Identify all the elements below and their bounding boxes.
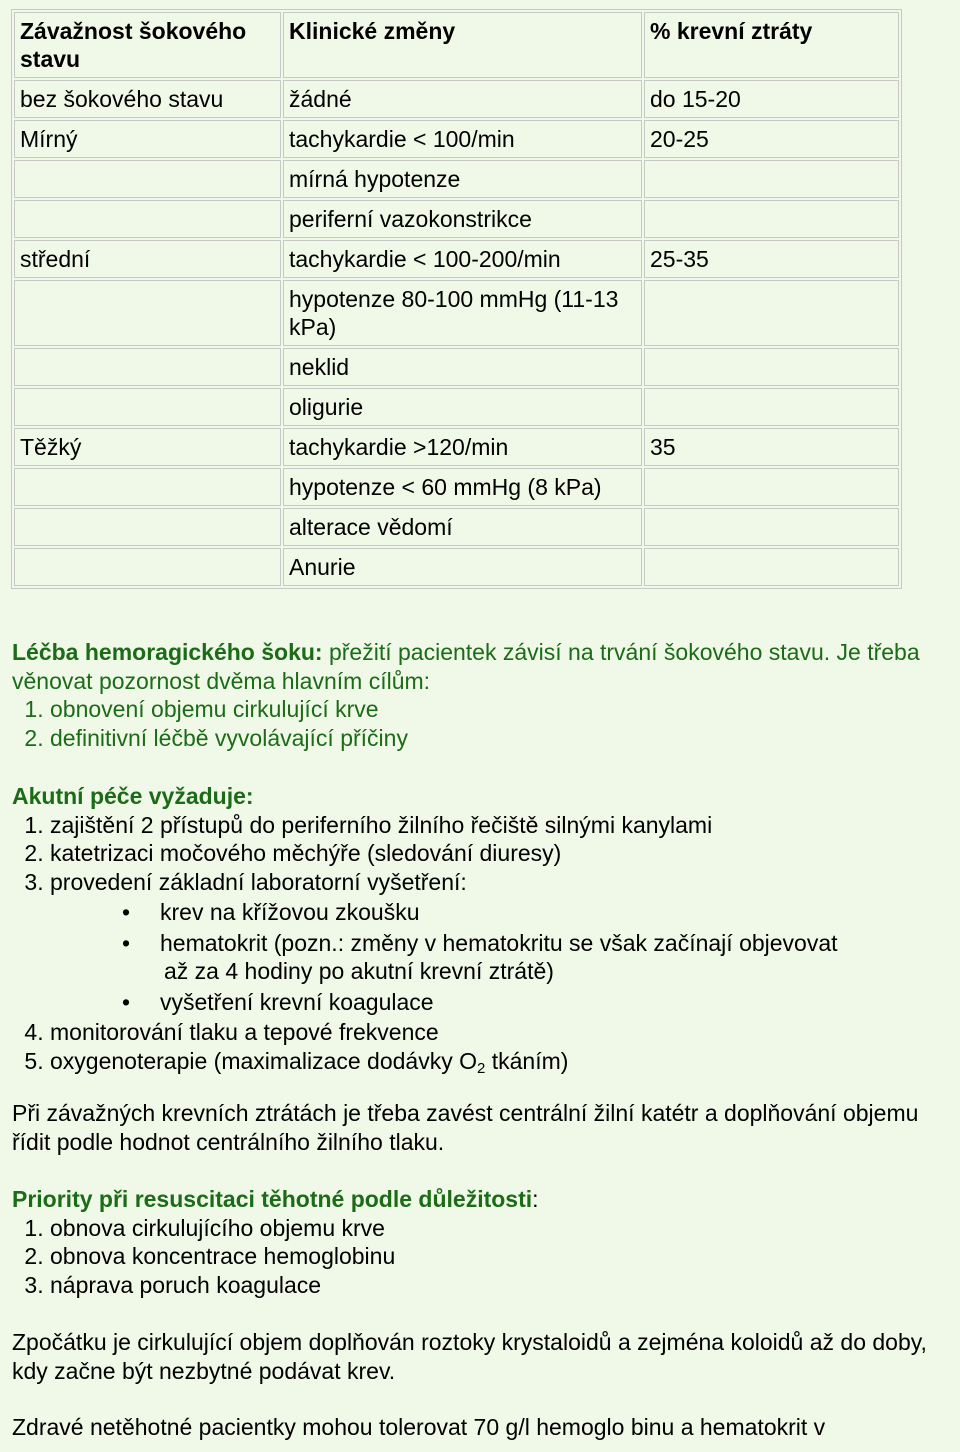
severity-cell: Mírný (14, 120, 281, 158)
list-item (122, 929, 942, 986)
blood-loss-cell: 25-35 (644, 240, 899, 278)
table-row (14, 548, 899, 586)
blood-loss-cell (644, 280, 899, 346)
treatment-heading: Léčba hemoragického šoku: (12, 639, 323, 665)
table-row (14, 428, 899, 466)
clinical-change-cell: hypotenze < 60 mmHg (8 kPa) (283, 468, 642, 506)
acute-care-list (12, 811, 942, 897)
table-row (14, 240, 899, 278)
header-clinical-changes: Klinické změny (283, 12, 642, 78)
severity-cell (14, 200, 281, 238)
blood-loss-cell (644, 468, 899, 506)
list-item-text: krev na křížovou zkoušku (160, 899, 420, 925)
table-row (14, 160, 899, 198)
severity-cell (14, 388, 281, 426)
list-item-text: hematokrit (pozn.: změny v hematokritu se však začínají objevovat (160, 929, 838, 956)
clinical-change-cell: tachykardie < 100/min (283, 120, 642, 158)
clinical-change-cell: periferní vazokonstrikce (283, 200, 642, 238)
header-blood-loss: % krevní ztráty (644, 12, 899, 78)
priority-list (12, 1214, 942, 1300)
clinical-change-cell: alterace vědomí (283, 508, 642, 546)
severity-cell: Těžký (14, 428, 281, 466)
table-row (14, 280, 899, 346)
severity-cell (14, 468, 281, 506)
list-item-text: vyšetření krevní koagulace (160, 988, 434, 1015)
list-item: 1. zajištění 2 přístupů do periferního žilního řečiště silnými kanylami (50, 811, 942, 840)
list-item-text: tkáním) (485, 1047, 569, 1074)
treatment-intro (12, 638, 942, 695)
list-item (122, 988, 942, 1017)
table-row (14, 80, 899, 118)
blood-loss-cell: do 15-20 (644, 80, 899, 118)
clinical-change-cell: tachykardie >120/min (283, 428, 642, 466)
central-line-paragraph: Při závažných krevních ztrátách je třeba zavést centrální žilní katétr a doplňování objemu řídit podle hodnot centrálního žilního tlaku. (12, 1100, 919, 1155)
table-row (14, 120, 899, 158)
severity-cell (14, 348, 281, 386)
table-row (14, 508, 899, 546)
list-item: 2. obnova koncentrace hemoglobinu (50, 1242, 942, 1271)
table-row (14, 200, 899, 238)
acute-care-list-continued (12, 1018, 942, 1075)
clinical-change-cell: oligurie (283, 388, 642, 426)
blood-loss-cell (644, 508, 899, 546)
list-item: 3. provedení základní laboratorní vyšetření: (50, 868, 942, 897)
table-row (14, 468, 899, 506)
blood-loss-cell: 35 (644, 428, 899, 466)
blood-loss-cell (644, 548, 899, 586)
severity-cell: bez šokového stavu (14, 80, 281, 118)
severity-cell (14, 548, 281, 586)
clinical-change-cell: mírná hypotenze (283, 160, 642, 198)
table-header-row (14, 12, 899, 78)
bullet-icon: • (122, 899, 131, 925)
clinical-change-cell: tachykardie < 100-200/min (283, 240, 642, 278)
acute-care-section (12, 782, 942, 1075)
blood-loss-cell: 20-25 (644, 120, 899, 158)
header-severity: Závažnost šokového stavu (14, 12, 281, 78)
clinical-change-cell: neklid (283, 348, 642, 386)
severity-cell (14, 160, 281, 198)
acute-care-heading: Akutní péče vyžaduje: (12, 783, 254, 809)
crystalloid-paragraph: Zpočátku je cirkulující objem doplňován roztoky krystaloidů a zejména koloidů až do doby, kdy začne být nezbytné podávat krev. (12, 1329, 927, 1384)
blood-loss-cell (644, 200, 899, 238)
list-item: 1. obnovení objemu cirkulující krve (50, 695, 942, 724)
severity-cell (14, 508, 281, 546)
clinical-change-cell: hypotenze 80-100 mmHg (11-13 kPa) (283, 280, 642, 346)
list-item: 2. definitivní léčbě vyvolávající příčiny (50, 724, 942, 753)
priority-heading: Priority při resuscitaci těhotné podle důležitosti (12, 1186, 533, 1212)
list-item-continuation: až za 4 hodiny po akutní krevní ztrátě) (164, 958, 554, 984)
table-row (14, 388, 899, 426)
severity-cell (14, 280, 281, 346)
priority-colon: : (532, 1186, 539, 1212)
table-row (14, 348, 899, 386)
treatment-section (12, 638, 942, 752)
treatment-goals-list (12, 695, 942, 752)
list-item: 1. obnova cirkulujícího objemu krve (50, 1214, 942, 1243)
hemoglobin-paragraph: Zdravé netěhotné pacientky mohou tolerovat 70 g/l hemoglo binu a hematokrit v (12, 1414, 826, 1440)
clinical-change-cell: Anurie (283, 548, 642, 586)
shock-severity-table (11, 9, 902, 589)
clinical-change-cell: žádné (283, 80, 642, 118)
blood-loss-cell (644, 348, 899, 386)
priority-heading-line (12, 1185, 942, 1214)
severity-cell: střední (14, 240, 281, 278)
list-item (122, 898, 942, 927)
bullet-icon: • (122, 929, 131, 956)
lab-tests-list (12, 898, 942, 1016)
list-item: 3. náprava poruch koagulace (50, 1271, 942, 1300)
subscript: 2 (476, 1059, 486, 1077)
priority-section (12, 1185, 942, 1299)
treatment-intro-text: přežití pacientek závisí na trvání šokového stavu. Je třeba věnovat pozornost dvěma hlavním cílům: (12, 639, 920, 694)
blood-loss-cell (644, 160, 899, 198)
bullet-icon: • (122, 988, 131, 1015)
list-item (50, 1047, 942, 1076)
list-item: 2. katetrizaci močového měchýře (sledování diuresy) (50, 839, 942, 868)
list-item: 4. monitorování tlaku a tepové frekvence (50, 1018, 942, 1047)
blood-loss-cell (644, 388, 899, 426)
list-item-text: oxygenoterapie (maximalizace dodávky O (50, 1047, 477, 1074)
